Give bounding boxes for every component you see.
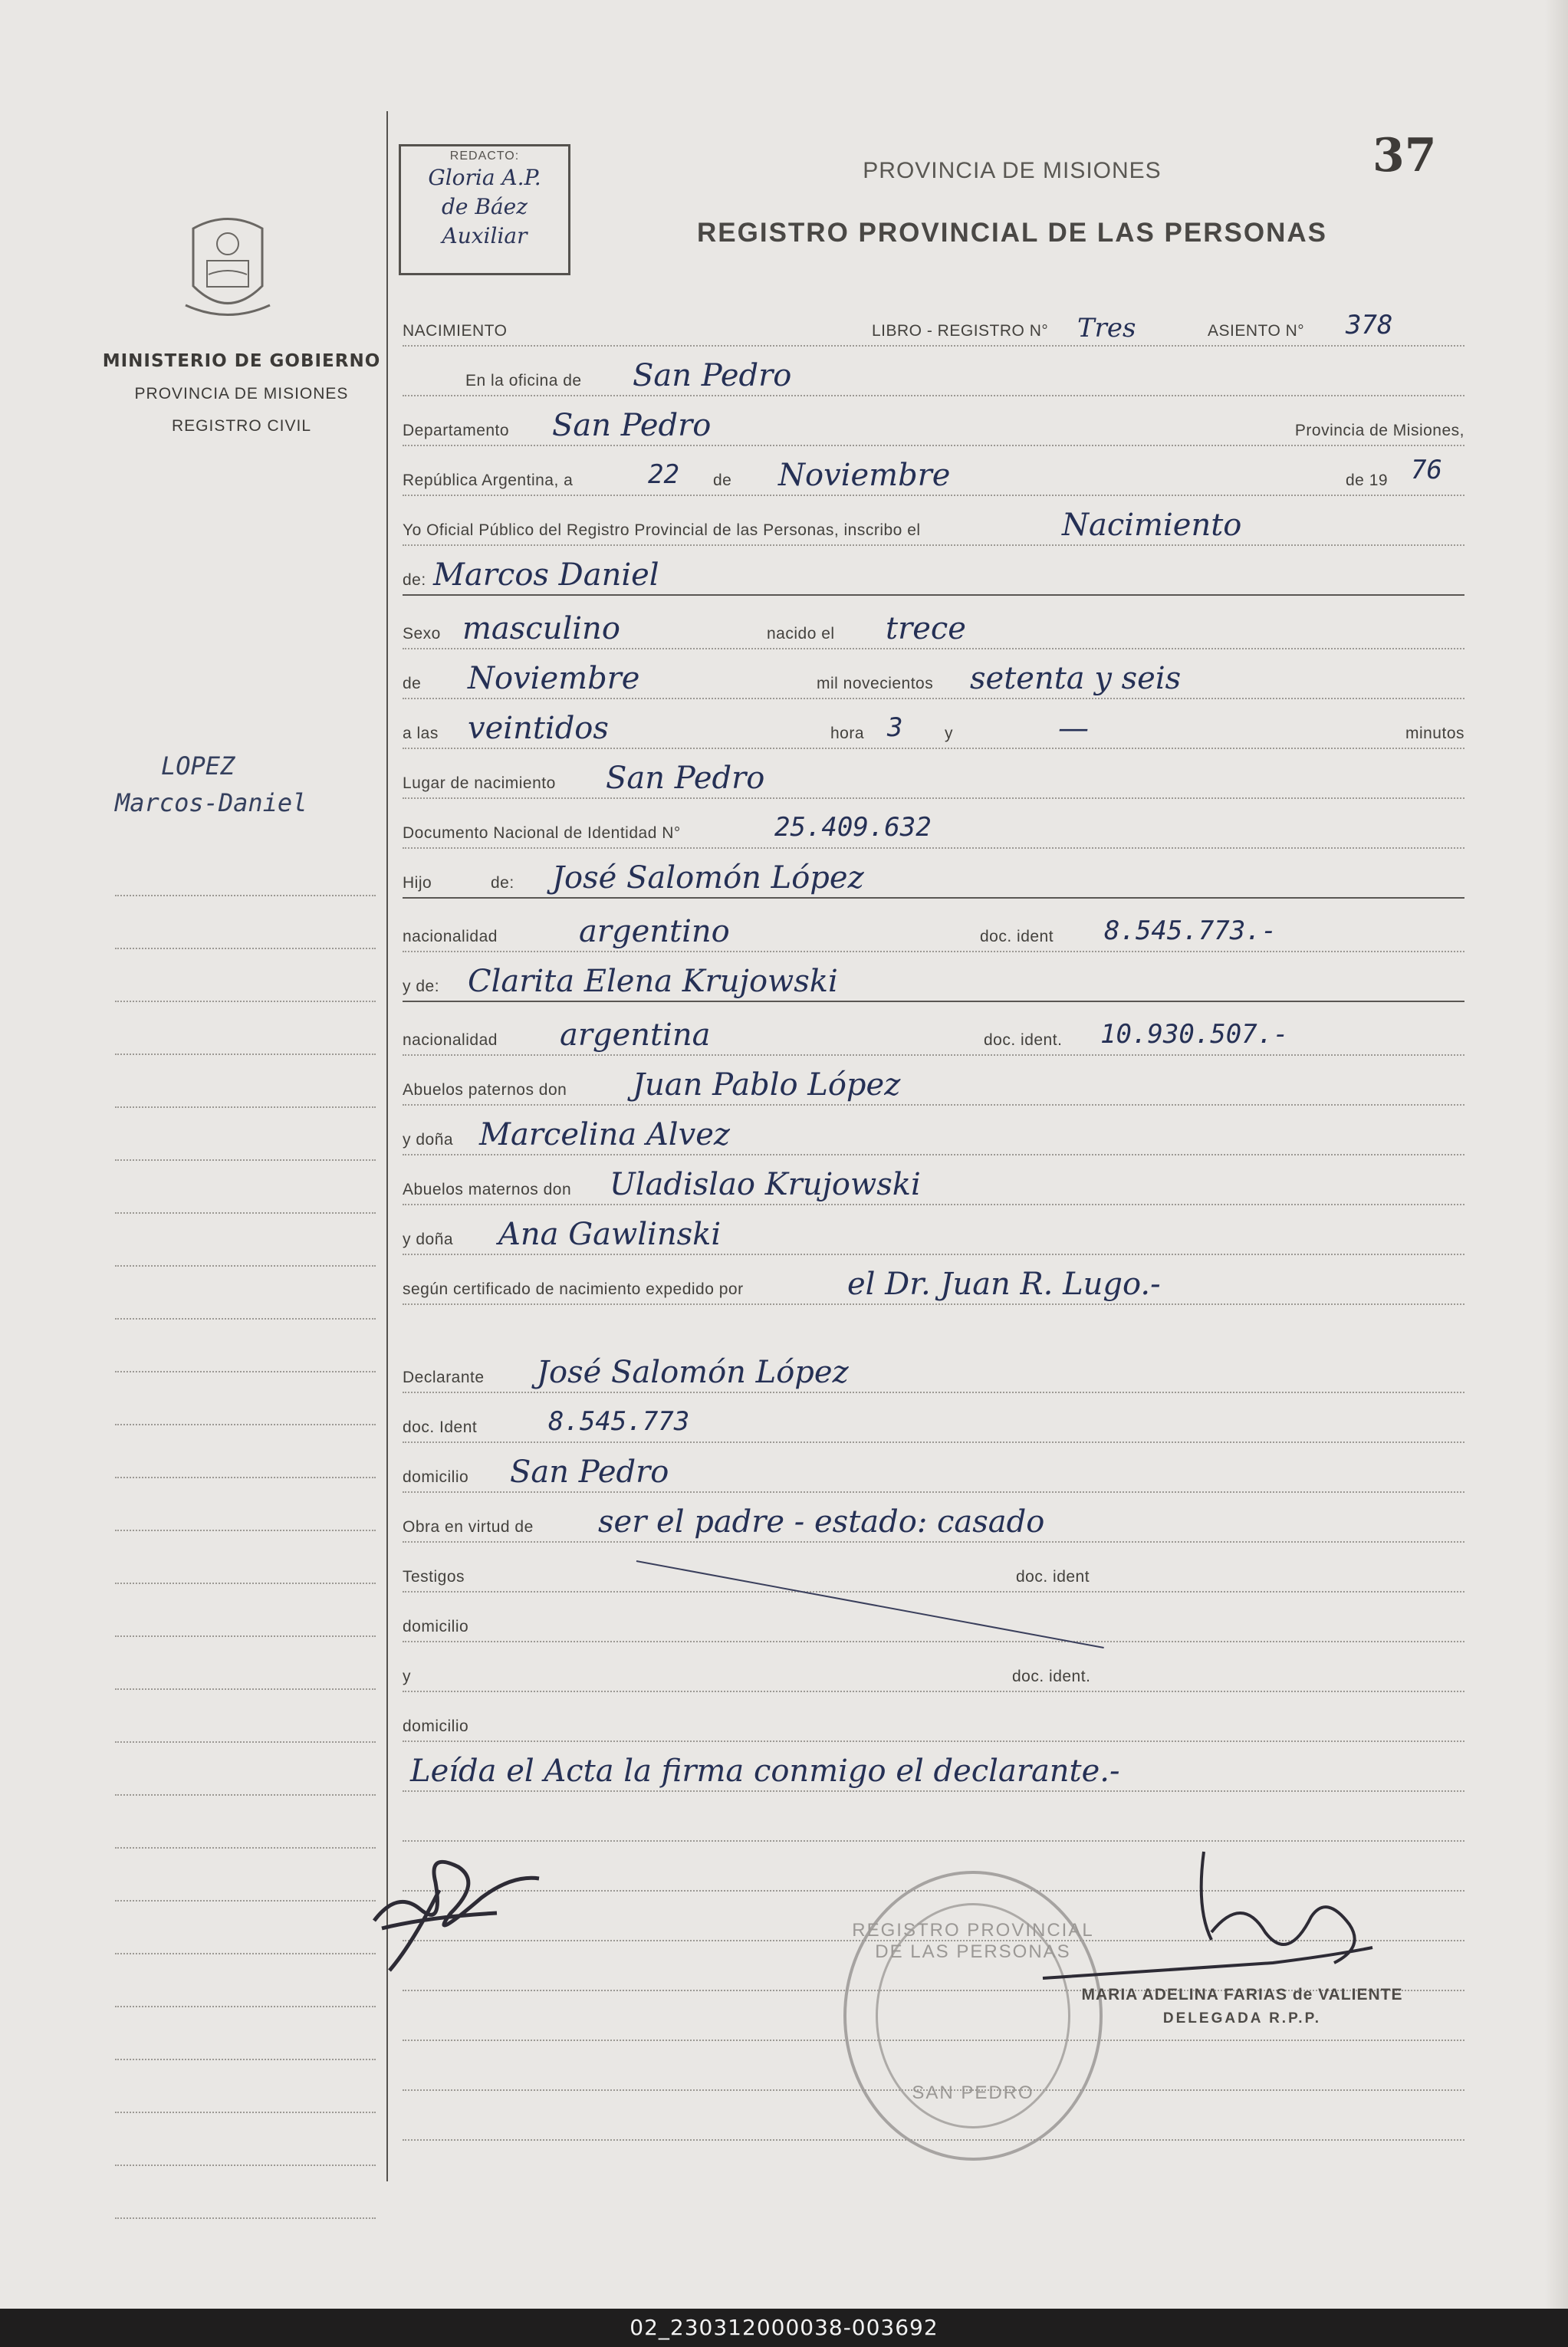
libro-value: Tres <box>1077 313 1136 344</box>
anio2-value: setenta y seis <box>970 661 1182 696</box>
row-nombre <box>403 556 1464 596</box>
doc-decl-value: 8.545.773 <box>548 1406 690 1437</box>
page-number: 37 <box>1372 129 1437 182</box>
mes2-value: Noviembre <box>468 661 640 696</box>
province-coat-of-arms-icon <box>178 213 278 328</box>
abuela-pat-value: Marcelina Alvez <box>479 1117 730 1152</box>
row-nac-padre <box>403 912 1464 952</box>
row-certificado <box>403 1265 1464 1305</box>
abuela-mat-value: Ana Gawlinski <box>498 1217 722 1252</box>
asiento-label: ASIENTO N° <box>1208 322 1305 340</box>
row-abuelo-pat <box>403 1066 1464 1106</box>
asiento-value: 378 <box>1346 310 1393 340</box>
delegate-signature <box>1012 1848 1380 2001</box>
row-oficial <box>403 506 1464 546</box>
province-title: PROVINCIA DE MISIONES <box>863 158 1162 183</box>
page-edge-shadow <box>1545 0 1568 2309</box>
row-mes <box>403 659 1464 699</box>
margin-ruled-lines <box>115 843 376 2219</box>
redacto-line-1: Gloria A.P. <box>428 165 541 190</box>
redacto-box <box>399 144 570 275</box>
row-fecha <box>403 456 1464 496</box>
testigos-label: Testigos <box>403 1568 465 1586</box>
ministry-title: MINISTERIO DE GOBIERNO <box>102 351 381 371</box>
abuelo-mat-value: Uladislao Krujowski <box>610 1167 921 1202</box>
doc-madre-label: doc. ident. <box>984 1031 1063 1049</box>
row-domicilio3 <box>403 1702 1464 1742</box>
row-hora <box>403 709 1464 749</box>
sexo-label: Sexo <box>403 625 441 643</box>
row-abuela-pat <box>403 1116 1464 1155</box>
row-departamento <box>403 406 1464 446</box>
row-domicilio2 <box>403 1602 1464 1642</box>
abuelos-pat-label: Abuelos paternos don <box>403 1081 567 1099</box>
delegate-block <box>1073 1986 1411 2027</box>
delegate-title: DELEGADA R.P.P. <box>1162 2010 1322 2027</box>
declarante-label: Declarante <box>403 1369 485 1386</box>
obra-label: Obra en virtud de <box>403 1518 534 1536</box>
minutos-label: minutos <box>1405 725 1464 742</box>
ydona-pat-label: y doña <box>403 1131 454 1149</box>
row-declarante <box>403 1353 1464 1393</box>
row-cierre <box>403 1752 1464 1792</box>
row-oficina <box>403 357 1464 396</box>
domicilio-value: San Pedro <box>510 1455 669 1490</box>
de-label: de <box>713 472 732 489</box>
alas-value: veintidos <box>468 711 609 746</box>
cierre-value: Leída el Acta la firma conmigo el declarante.- <box>410 1754 1120 1789</box>
row-testigos <box>403 1553 1464 1593</box>
nacido-label: nacido el <box>767 625 835 643</box>
row-obra <box>403 1503 1464 1543</box>
mil-label: mil novecientos <box>817 675 934 692</box>
dia-value: 22 <box>648 459 679 490</box>
obra-value: ser el padre - estado: casado <box>598 1504 1045 1540</box>
abuelos-mat-label: Abuelos maternos don <box>403 1181 572 1198</box>
blank-line-1 <box>403 1802 1464 1842</box>
scan-caption: 02_230312000038-003692 <box>0 2309 1568 2347</box>
ministry-province: PROVINCIA DE MISIONES <box>134 385 349 403</box>
redacto-label: REDACTO: <box>449 150 520 163</box>
row-madre <box>403 962 1464 1002</box>
doc-padre-label: doc. ident <box>980 928 1054 945</box>
nacionalidad-padre-label: nacionalidad <box>403 928 498 945</box>
sexo-value: masculino <box>462 611 620 646</box>
certificado-label: según certificado de nacimiento expedido por <box>403 1280 744 1298</box>
row-dni <box>403 809 1464 849</box>
departamento-value: San Pedro <box>552 408 712 443</box>
oficial-value: Nacimiento <box>1062 508 1242 543</box>
margin-annotation <box>115 751 376 817</box>
row-nac-madre <box>403 1016 1464 1056</box>
row-nacimiento <box>403 307 1464 347</box>
de-nombre-label: de: <box>403 571 426 589</box>
oficina-value: San Pedro <box>633 358 792 393</box>
ministry-registry: REGISTRO CIVIL <box>171 417 312 435</box>
domicilio-label: domicilio <box>403 1468 469 1486</box>
doc-test2-label: doc. ident. <box>1012 1668 1091 1685</box>
hijo-de-label: de: <box>491 874 514 892</box>
redacto-line-3: Auxiliar <box>442 223 528 248</box>
certificado-value: el Dr. Juan R. Lugo.- <box>847 1267 1161 1302</box>
delegate-name: MARIA ADELINA FARIAS de VALIENTE <box>1081 1986 1403 2003</box>
row-domicilio <box>403 1453 1464 1493</box>
doc-decl-label: doc. Ident <box>403 1418 478 1436</box>
yde-label: y de: <box>403 978 440 995</box>
republica-label: República Argentina, a <box>403 472 574 489</box>
libro-label: LIBRO - REGISTRO N° <box>872 322 1049 340</box>
domicilio3-label: domicilio <box>403 1718 469 1735</box>
stamp-text-bottom: SAN PEDRO <box>912 2082 1034 2103</box>
nombre-value: Marcos Daniel <box>433 557 659 593</box>
alas-label: a las <box>403 725 439 742</box>
ydona-mat-label: y doña <box>403 1231 454 1248</box>
row-testigo2 <box>403 1652 1464 1692</box>
minutos-dash: — <box>1058 711 1089 746</box>
lugar-value: San Pedro <box>606 761 765 796</box>
doc-padre-value: 8.545.773.- <box>1104 915 1277 946</box>
row-padre <box>403 859 1464 899</box>
row-doc-declarante <box>403 1403 1464 1443</box>
registry-title: REGISTRO PROVINCIAL DE LAS PERSONAS <box>697 218 1327 248</box>
registrar-signature-left <box>367 1836 551 1982</box>
row-sexo <box>403 610 1464 649</box>
departamento-label: Departamento <box>403 422 510 439</box>
lugar-label: Lugar de nacimiento <box>403 774 556 792</box>
doc-test-label: doc. ident <box>1016 1568 1090 1586</box>
nacimiento-label: NACIMIENTO <box>403 322 508 340</box>
row-abuela-mat <box>403 1215 1464 1255</box>
madre-value: Clarita Elena Krujowski <box>468 964 838 999</box>
nacionalidad-madre-label: nacionalidad <box>403 1031 498 1049</box>
dni-value: 25.409.632 <box>774 812 932 843</box>
oficina-label: En la oficina de <box>465 372 582 390</box>
anio-value: 76 <box>1411 455 1442 485</box>
mes-value: Noviembre <box>778 458 951 493</box>
oficial-label: Yo Oficial Público del Registro Provincial de las Personas, inscribo el <box>403 521 921 539</box>
padre-value: José Salomón López <box>552 860 864 896</box>
anio-label: de 19 <box>1346 472 1389 489</box>
margin-given-names: Marcos-Daniel <box>115 788 307 817</box>
domicilio2-label: domicilio <box>403 1618 469 1635</box>
nacionalidad-padre-value: argentino <box>579 914 730 949</box>
nacionalidad-madre-value: argentina <box>560 1017 711 1053</box>
y-label: y <box>945 725 953 742</box>
declarante-value: José Salomón López <box>537 1355 849 1390</box>
hora-value: 3 <box>887 712 903 743</box>
stamp-text-top: REGISTRO PROVINCIAL DE LAS PERSONAS <box>852 1920 1094 1962</box>
nacido-value: trece <box>886 611 966 646</box>
dni-label: Documento Nacional de Identidad N° <box>403 824 681 842</box>
provincia-suffix: Provincia de Misiones, <box>1294 422 1464 439</box>
redacto-line-2: de Báez <box>442 194 528 219</box>
doc-madre-value: 10.930.507.- <box>1100 1019 1289 1050</box>
row-abuelo-mat <box>403 1165 1464 1205</box>
y2-label: y <box>403 1668 411 1685</box>
hijo-label: Hijo <box>403 874 432 892</box>
ministry-heading <box>92 351 391 436</box>
row-lugar <box>403 759 1464 799</box>
hora-label: hora <box>830 725 865 742</box>
margin-surname: LOPEZ <box>161 751 235 781</box>
de2-label: de <box>403 675 422 692</box>
abuelo-pat-value: Juan Pablo López <box>633 1067 901 1103</box>
